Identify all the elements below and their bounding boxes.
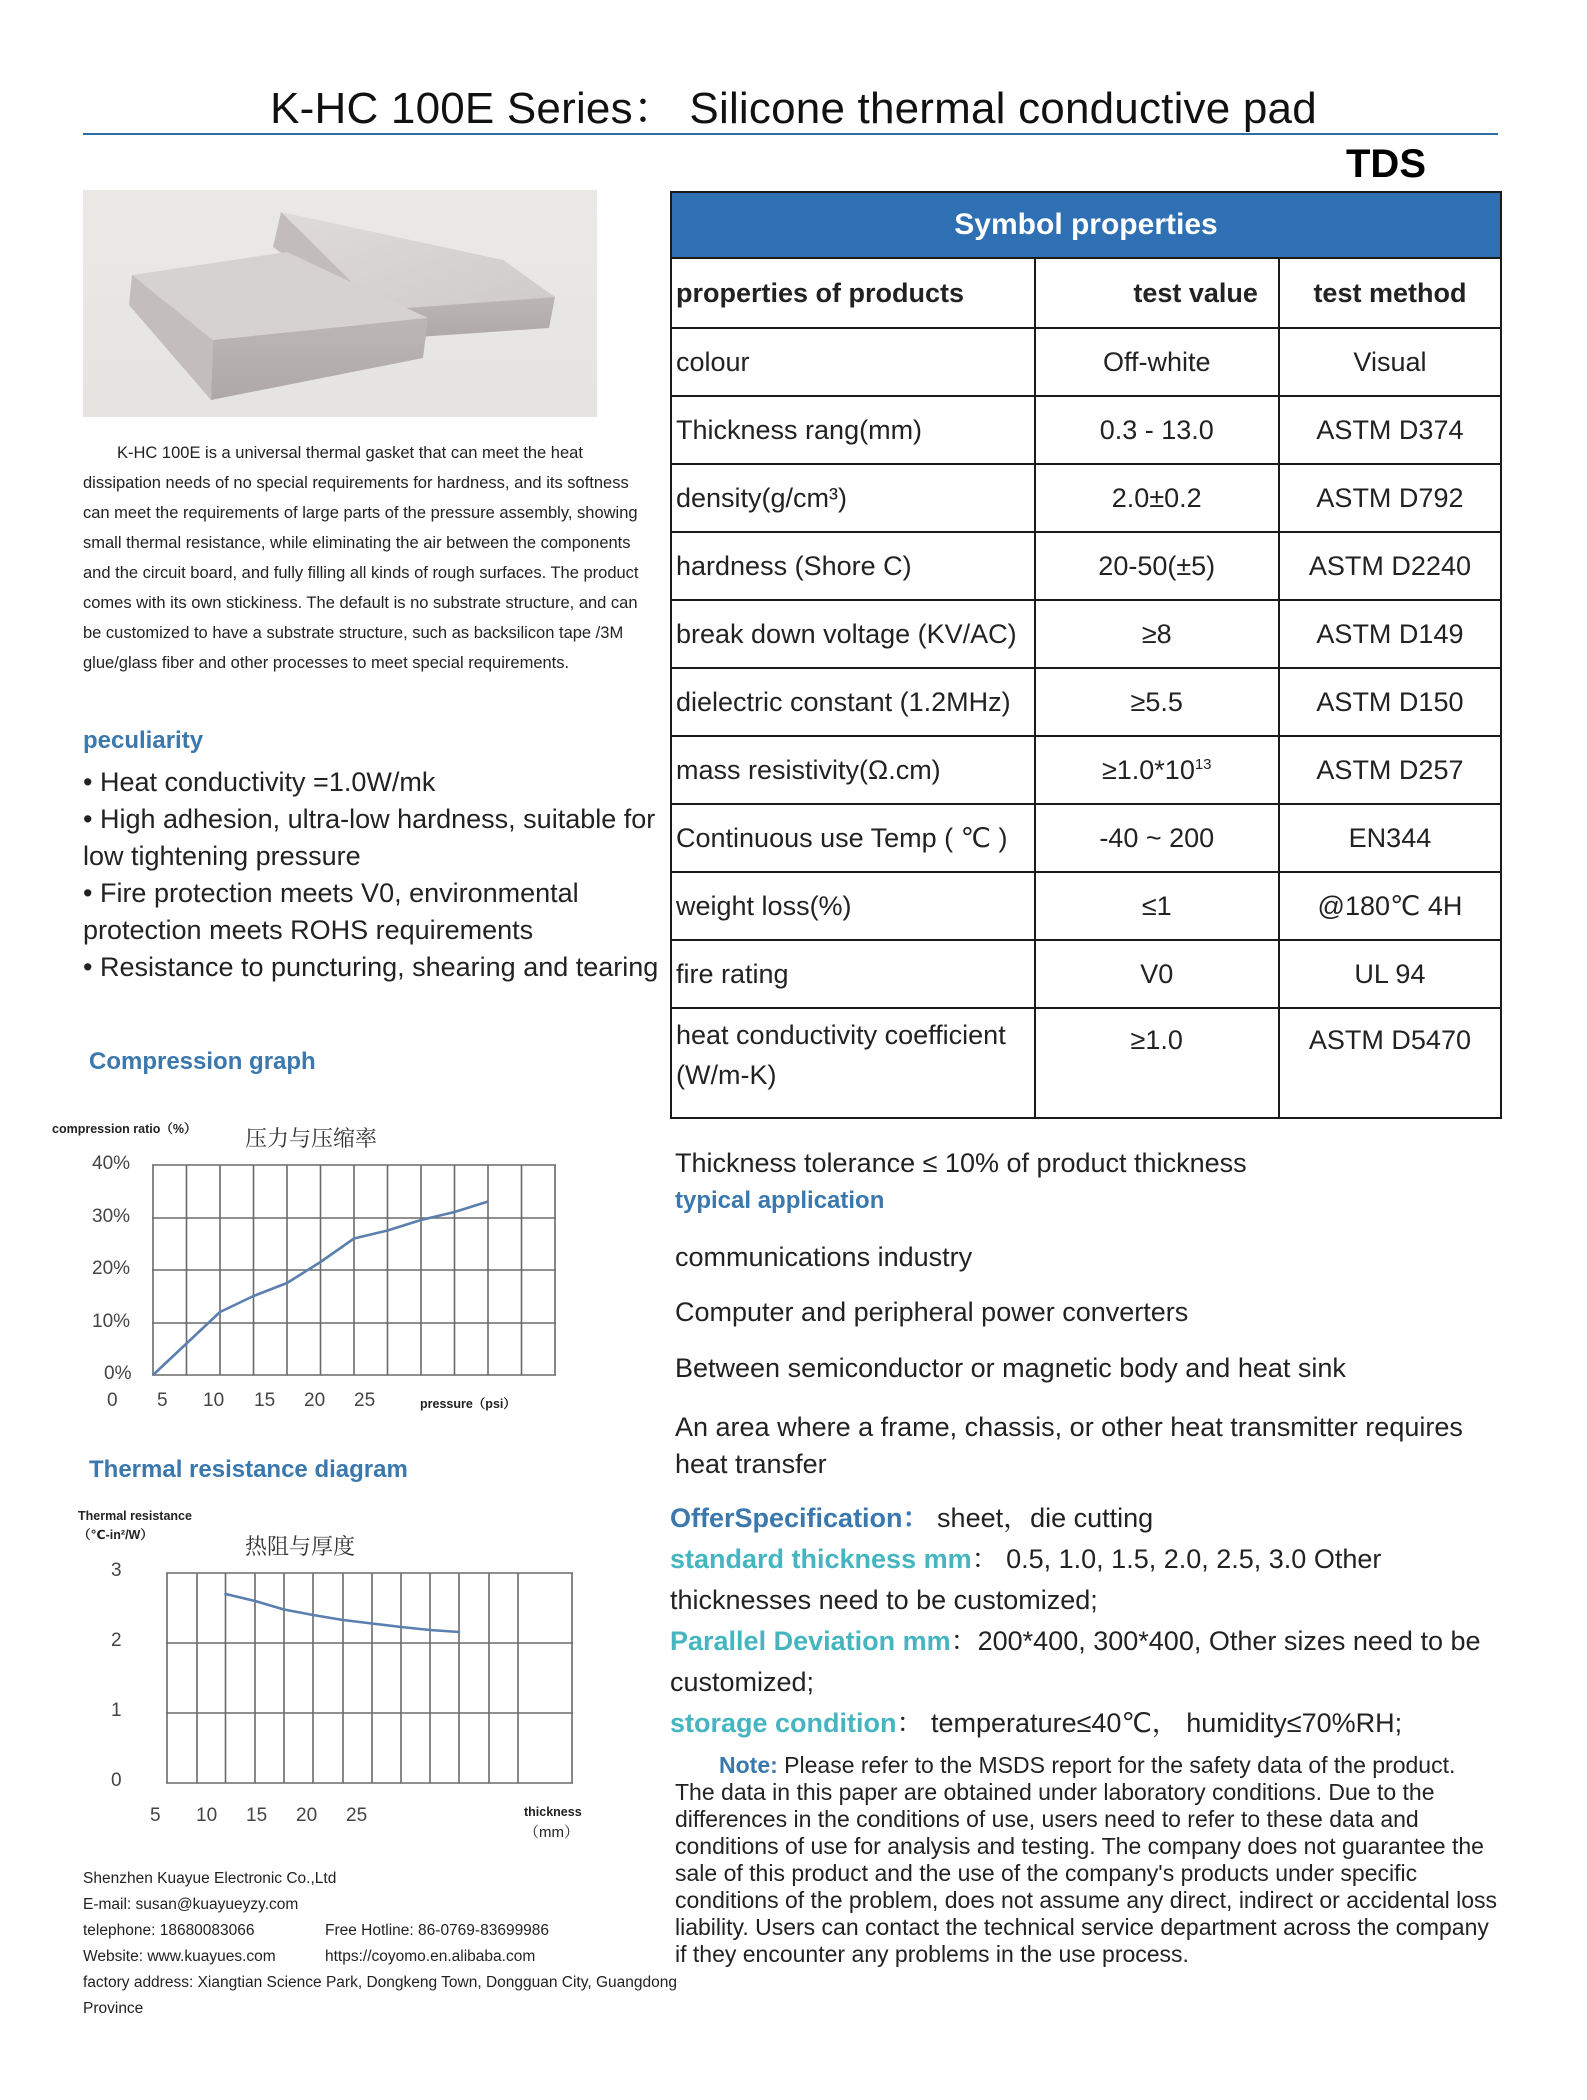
thickness-spec-label: standard thickness mm [670, 1544, 972, 1574]
peculiarity-item: • Fire protection meets V0, environmental protection meets ROHS requirements [83, 878, 579, 945]
thickness-tolerance: Thickness tolerance ≤ 10% of product thickness [675, 1148, 1247, 1178]
table-row [671, 736, 1501, 804]
tds-badge: TDS [1346, 142, 1426, 186]
property-cell: hardness (Shore C) [671, 532, 1035, 600]
value-cell: ≥5.5 [1035, 668, 1279, 736]
table-row [671, 464, 1501, 532]
y-tick: 3 [111, 1560, 122, 1581]
y-tick: 40% [92, 1153, 131, 1174]
thickness-spec-line [670, 1539, 1500, 1621]
application-item: communications industry [675, 1242, 973, 1272]
value-cell: ≤1 [1035, 872, 1279, 940]
value-cell [1035, 736, 1279, 804]
peculiarity-heading: peculiarity [83, 727, 204, 754]
method-cell: ASTM D792 [1279, 464, 1501, 532]
company-name: Shenzhen Kuayue Electronic Co.,Ltd [83, 1870, 337, 1887]
y-tick: 10% [92, 1311, 131, 1332]
website-line [83, 1944, 683, 1970]
property-cell: mass resistivity(Ω.cm) [671, 736, 1035, 804]
offer-spec-line [670, 1498, 1500, 1539]
table-row [671, 396, 1501, 464]
compression-x-axis-label: pressure（psi） [420, 1397, 516, 1411]
table-row [671, 1008, 1501, 1118]
x-tick: 25 [354, 1390, 376, 1411]
application-item: An area where a frame, chassis, or other heat transmitter requires heat transfer [675, 1412, 1463, 1479]
y-tick: 0 [111, 1770, 122, 1791]
compression-graph-heading: Compression graph [89, 1048, 316, 1075]
value-cell: -40 ~ 200 [1035, 804, 1279, 872]
property-cell: break down voltage (KV/AC) [671, 600, 1035, 668]
table-row [671, 940, 1501, 1008]
thermal-y-axis-label: Thermal resistance [78, 1509, 192, 1523]
thermal-y-axis-unit: （℃-in²/W） [78, 1528, 153, 1542]
column-header: properties of products [671, 258, 1035, 328]
x-tick: 5 [157, 1390, 168, 1411]
company-contact [83, 1866, 683, 2022]
thermal-resistance-chart [40, 1490, 640, 1850]
x-tick: 10 [196, 1805, 218, 1826]
specifications [670, 1498, 1500, 1744]
column-header: test method [1279, 258, 1501, 328]
storage-spec-label: storage condition [670, 1708, 897, 1738]
thermal-plot [166, 1571, 576, 1785]
thermal-x-axis-label: thickness [524, 1805, 582, 1819]
method-cell: Visual [1279, 328, 1501, 396]
y-tick: 20% [92, 1258, 131, 1279]
method-cell: ASTM D257 [1279, 736, 1501, 804]
property-cell: Thickness rang(mm) [671, 396, 1035, 464]
table-row [671, 600, 1501, 668]
value-cell: ≥1.0 [1035, 1008, 1279, 1118]
description-text: K-HC 100E is a universal thermal gasket that can meet the heat dissipation needs of no special requirements for hardness, and its softness can meet the requirements of large parts of the pressure assembly, showing small thermal resistance, while eliminating the air between the components and the circuit board, and fully filling all kinds of rough surfaces. The product comes with its own stickiness. The default is no substrate structure, and can be customized to have a substrate structure, such as backsilicon tape /3M glue/glass fiber and other processes to meet special requirements. [83, 444, 639, 672]
x-tick: 25 [346, 1805, 368, 1826]
note-first-line [675, 1752, 1505, 1779]
value-cell: 0.3 - 13.0 [1035, 396, 1279, 464]
table-row [671, 872, 1501, 940]
property-cell: fire rating [671, 940, 1035, 1008]
page-title: K-HC 100E Series： Silicone thermal conductive pad [270, 84, 1317, 133]
application-item: Computer and peripheral power converters [675, 1297, 1189, 1327]
compression-plot [152, 1163, 558, 1377]
y-tick: 30% [92, 1206, 131, 1227]
peculiarity-item: • Heat conductivity =1.0W/mk [83, 767, 436, 797]
table-row [671, 532, 1501, 600]
peculiarity-item: • High adhesion, ultra-low hardness, suitable for low tightening pressure [83, 804, 656, 871]
storage-spec-value: ： temperature≤40℃， humidity≤70%RH; [896, 1708, 1403, 1738]
table-row [671, 668, 1501, 736]
property-cell: heat conductivity coefficient (W/m-K) [671, 1008, 1035, 1118]
method-cell: ASTM D150 [1279, 668, 1501, 736]
property-cell: dielectric constant (1.2MHz) [671, 668, 1035, 736]
method-cell: ASTM D374 [1279, 396, 1501, 464]
value-cell: ≥8 [1035, 600, 1279, 668]
y-tick: 2 [111, 1630, 122, 1651]
method-cell: UL 94 [1279, 940, 1501, 1008]
contact-hotline: Free Hotline: 86-0769-83699986 [325, 1922, 550, 1939]
x-tick: 10 [203, 1390, 225, 1411]
deviation-spec-line [670, 1621, 1500, 1703]
method-cell: @180℃ 4H [1279, 872, 1501, 940]
thermal-chart-title: 热阻与厚度 [245, 1535, 356, 1560]
column-header: test value [1035, 258, 1279, 328]
x-tick: 20 [296, 1805, 318, 1826]
y-tick: 0% [104, 1363, 132, 1384]
property-cell: density(g/cm³) [671, 464, 1035, 532]
table-caption: Symbol properties [671, 192, 1501, 258]
x-tick: 20 [304, 1390, 326, 1411]
method-cell: ASTM D149 [1279, 600, 1501, 668]
method-cell: ASTM D5470 [1279, 1008, 1501, 1118]
peculiarity-item: • Resistance to puncturing, shearing and tearing [83, 952, 659, 982]
table-row [671, 328, 1501, 396]
value-cell: 20-50(±5) [1035, 532, 1279, 600]
disclaimer-note [675, 1752, 1505, 1968]
x-tick: 0 [107, 1390, 118, 1411]
peculiarity-list [83, 764, 663, 986]
contact-telephone: telephone: 18680083066 [83, 1922, 255, 1939]
contact-email[interactable]: E-mail: susan@kuayueyzy.com [83, 1896, 299, 1913]
value-text: ≥1.0*10 [1101, 754, 1195, 785]
phone-line [83, 1918, 683, 1944]
title-divider [83, 133, 1498, 135]
value-cell: 2.0±0.2 [1035, 464, 1279, 532]
value-cell: V0 [1035, 940, 1279, 1008]
table-header-row [671, 258, 1501, 328]
x-tick: 5 [150, 1805, 161, 1826]
x-tick: 15 [254, 1390, 276, 1411]
product-description [83, 438, 658, 678]
table-row [671, 804, 1501, 872]
note-first-text: Please refer to the MSDS report for the safety data of the product. [777, 1752, 1456, 1778]
typical-application-heading: typical application [675, 1187, 885, 1214]
application-item: Between semiconductor or magnetic body and heat sink [675, 1353, 1346, 1383]
y-tick: 1 [111, 1700, 122, 1721]
note-body: The data in this paper are obtained under laboratory conditions. Due to the differences in the conditions of use, users need to refer to these data and conditions of use for analysis and testing. The company does not guarantee the sale of this product and the use of the company's products under specific conditions of the problem, does not assume any direct, indirect or accidental loss liability. Users can contact the technical service department across the company if they encounter any problems in the use process. [675, 1779, 1498, 1967]
deviation-spec-label: Parallel Deviation mm [670, 1626, 951, 1656]
thermal-x-axis-unit: （mm） [524, 1824, 579, 1841]
properties-table [670, 191, 1502, 1119]
thermal-resistance-heading: Thermal resistance diagram [89, 1456, 408, 1483]
x-tick: 15 [246, 1805, 268, 1826]
compression-chart-title: 压力与压缩率 [245, 1127, 378, 1152]
property-cell: colour [671, 328, 1035, 396]
contact-website[interactable]: Website: www.kuayues.com [83, 1948, 276, 1965]
alibaba-link[interactable]: https://coyomo.en.alibaba.com [325, 1948, 536, 1965]
thickness-spec-value: ： 0.5, 1.0, 1.5, 2.0, 2.5, 3.0 Other thicknesses need to be customized; [670, 1544, 1382, 1615]
compression-chart [40, 1100, 640, 1440]
offer-spec-label: OfferSpecification： [670, 1503, 930, 1533]
compression-y-axis-label: compression ratio（%） [52, 1122, 197, 1136]
product-image [83, 190, 597, 417]
method-cell: ASTM D2240 [1279, 532, 1501, 600]
value-cell: Off-white [1035, 328, 1279, 396]
value-exponent: 13 [1194, 755, 1212, 773]
method-cell: EN344 [1279, 804, 1501, 872]
thermal-pad-illustration [83, 190, 597, 417]
deviation-spec-value: ：200*400, 300*400, Other sizes need to be customized; [670, 1626, 1481, 1697]
storage-spec-line [670, 1703, 1500, 1744]
note-label: Note: [719, 1752, 778, 1778]
property-cell: weight loss(%) [671, 872, 1035, 940]
offer-spec-value: sheet，die cutting [929, 1503, 1154, 1533]
property-cell: Continuous use Temp ( ℃ ) [671, 804, 1035, 872]
factory-address: factory address: Xiangtian Science Park, Dongkeng Town, Dongguan City, Guangdong Province [83, 1974, 677, 2017]
